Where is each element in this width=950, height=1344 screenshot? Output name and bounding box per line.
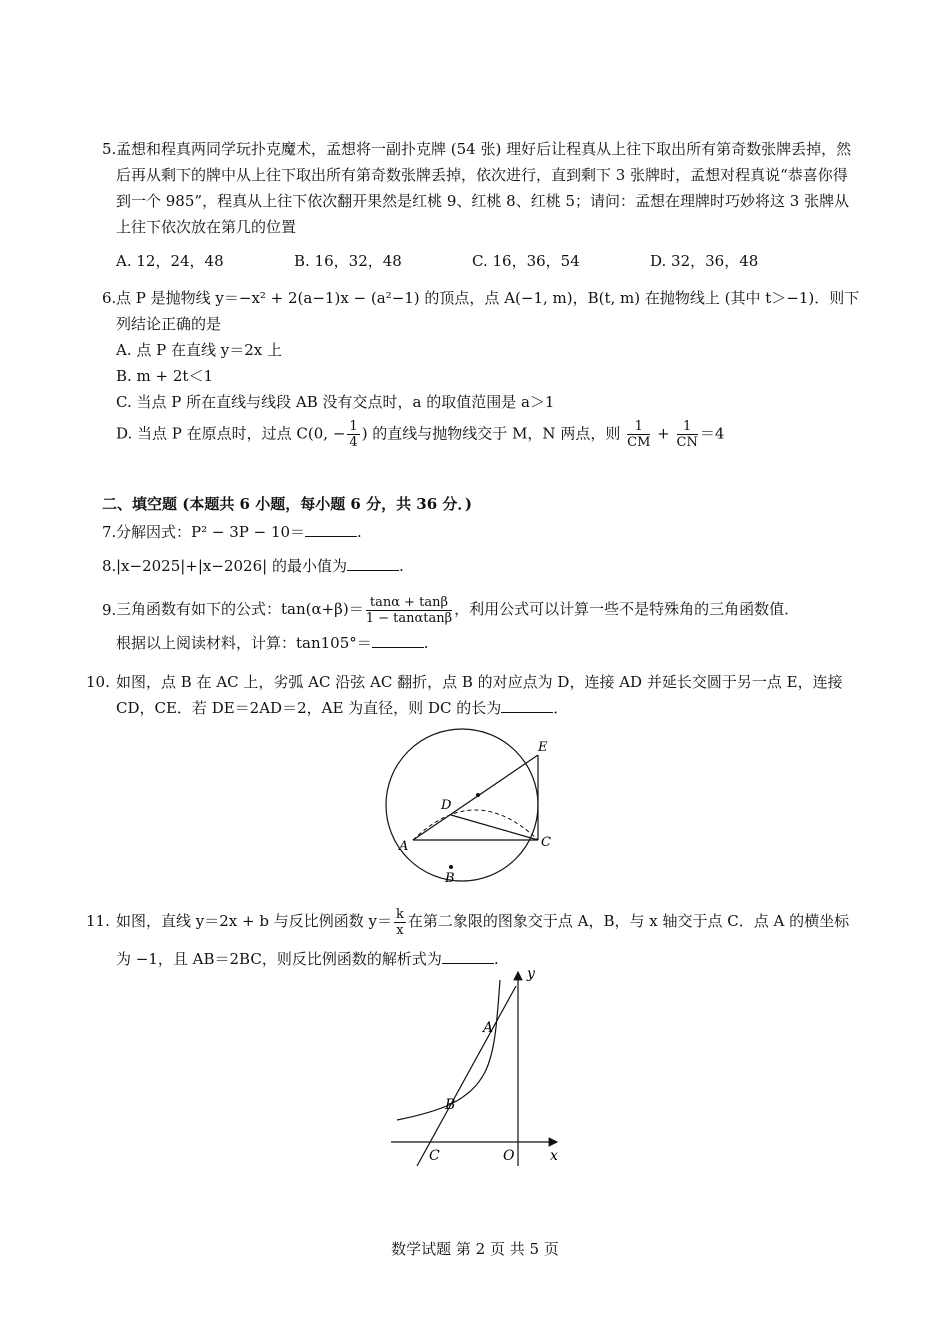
label-a: A bbox=[483, 1020, 494, 1036]
punct: . bbox=[357, 523, 362, 541]
folded-arc bbox=[413, 810, 538, 840]
option-c: C. 当点 P 所在直线与线段 AB 没有交点时，a 的取值范围是 a＞1 bbox=[116, 393, 555, 411]
punct: . bbox=[423, 634, 429, 652]
fraction bbox=[366, 595, 452, 626]
label-x: x bbox=[550, 1148, 558, 1164]
question-9 bbox=[102, 590, 862, 656]
punct: . bbox=[493, 950, 499, 968]
question-text: ，利用公式可以计算一些不是特殊角的三角函数值． bbox=[454, 600, 800, 618]
denominator: CM bbox=[627, 435, 651, 450]
question-text: 在第二象限的图象交于点 A，B，与 x 轴交于点 C．点 A 的横坐标为 −1，且 AB＝2BC，则反比例函数的解析式为 bbox=[116, 912, 850, 968]
option-a: A. 点 P 在直线 y＝2x 上 bbox=[116, 341, 283, 359]
circle bbox=[386, 729, 538, 881]
fraction bbox=[394, 907, 406, 938]
fraction bbox=[677, 419, 698, 450]
question-number: 5. bbox=[102, 140, 117, 158]
label-c: C bbox=[541, 835, 551, 850]
option-a: A. 12，24，48 bbox=[116, 252, 224, 270]
question-number: 6. bbox=[102, 289, 117, 307]
punct: . bbox=[398, 557, 404, 575]
numerator: tanα + tanβ bbox=[366, 595, 452, 611]
question-text: 如图，直线 y＝2x + b 与反比例函数 y＝ bbox=[116, 912, 392, 930]
label-b: B bbox=[445, 1097, 456, 1113]
segment-dc bbox=[451, 815, 538, 840]
label-o: O bbox=[503, 1148, 515, 1164]
option-d-text: D. 当点 P 在原点时，过点 C(0, − bbox=[116, 424, 346, 443]
option-d-text: ＝4 bbox=[699, 424, 725, 443]
denominator: CN bbox=[676, 435, 698, 450]
label-d: D bbox=[441, 798, 452, 813]
label-b: B bbox=[445, 871, 455, 886]
options bbox=[102, 248, 862, 274]
question-text: 孟想和程真两同学玩扑克魔术，孟想将一副扑克牌 (54 张) 理好后让程真从上往下取出所有第奇数张牌丢掉，然后再从剩下的牌中从上往下取出所有第奇数张牌丢掉，依次进行，直到剩下 3 张牌时，孟想对程真说“恭喜你得到一个 985”，程真从上往下依次翻开果然是红桃 9、红桃 8、红桃 5；请问：孟想在理牌时巧妙将这 3 张牌从上往下依次放在第几的位置 bbox=[116, 140, 852, 236]
numerator: 1 bbox=[627, 419, 650, 435]
question-number: 10. bbox=[86, 673, 110, 691]
answer-blank bbox=[372, 633, 424, 648]
page-footer: 数学试题 第 2 页 共 5 页 bbox=[391, 1240, 559, 1258]
question-10 bbox=[86, 669, 862, 721]
question-8 bbox=[102, 553, 862, 579]
question-text: |x−2025|+|x−2026| 的最小值为 bbox=[116, 557, 347, 575]
option-c: C. 16，36，54 bbox=[472, 252, 580, 270]
fraction bbox=[347, 419, 359, 450]
denominator: 4 bbox=[349, 435, 358, 450]
answer-blank bbox=[501, 698, 553, 713]
answer-blank bbox=[347, 556, 399, 571]
question-number: 8. bbox=[102, 557, 117, 575]
denominator: x bbox=[396, 922, 404, 938]
graph-figure bbox=[385, 962, 575, 1172]
label-y: y bbox=[527, 966, 535, 982]
numerator: 1 bbox=[349, 419, 358, 434]
question-number: 11. bbox=[86, 912, 110, 930]
label-a: A bbox=[399, 839, 409, 854]
fraction bbox=[627, 419, 650, 450]
question-7 bbox=[102, 519, 862, 545]
question-text: 根据以上阅读材料，计算：tan105°＝ bbox=[116, 634, 372, 652]
question-number: 7. bbox=[102, 523, 117, 541]
line-y-2x-b bbox=[417, 986, 516, 1166]
point-dot bbox=[476, 793, 480, 797]
denominator: 1 − tanαtanβ bbox=[365, 610, 453, 626]
question-text: 如图，点 B 在 AC 上，劣弧 AC 沿弦 AC 翻折，点 B 的对应点为 D，连接 AD 并延长交圆于另一点 E，连接 CD，CE．若 DE＝2AD＝2，AE 为直径，则 DC 的长为 bbox=[116, 673, 843, 717]
numerator: k bbox=[395, 906, 404, 922]
question-text: 分解因式：P² − 3P − 10＝ bbox=[116, 523, 306, 541]
option-d: D. 当点 P 在原点时，过点 C(0, − $\frac{1}{4}$ ) 的直线与抛物线交于 M，N 两点，则 $\frac{1}{CM}$ + $\frac{1}{CN}$ ＝4 bbox=[116, 419, 725, 450]
section-heading: 二、填空题 (本题共 6 小题，每小题 6 分，共 36 分．) bbox=[102, 495, 472, 513]
question-text: 三角函数有如下的公式：tan(α+β)＝ bbox=[116, 600, 364, 618]
question-6 bbox=[102, 285, 862, 450]
question-5 bbox=[102, 136, 862, 274]
punct: ． bbox=[553, 699, 569, 717]
question-number: 9. bbox=[102, 601, 117, 619]
segment-ae bbox=[413, 755, 538, 840]
option-d-text: ) 的直线与抛物线交于 M，N 两点，则 bbox=[361, 424, 621, 443]
circle-figure bbox=[385, 722, 565, 887]
option-b: B. m + 2t＜1 bbox=[116, 367, 214, 385]
option-d: D. 32，36，48 bbox=[650, 252, 759, 270]
numerator: 1 bbox=[677, 419, 698, 435]
label-c: C bbox=[429, 1148, 440, 1164]
option-b: B. 16，32，48 bbox=[294, 252, 402, 270]
answer-blank bbox=[305, 522, 357, 537]
point-b-dot bbox=[449, 865, 453, 869]
question-text: 点 P 是抛物线 y＝−x² + 2(a−1)x − (a²−1) 的顶点，点 A(−1, m)，B(t, m) 在抛物线上 (其中 t＞−1)．则下列结论正确的是 bbox=[116, 289, 860, 333]
label-e: E bbox=[538, 740, 548, 755]
